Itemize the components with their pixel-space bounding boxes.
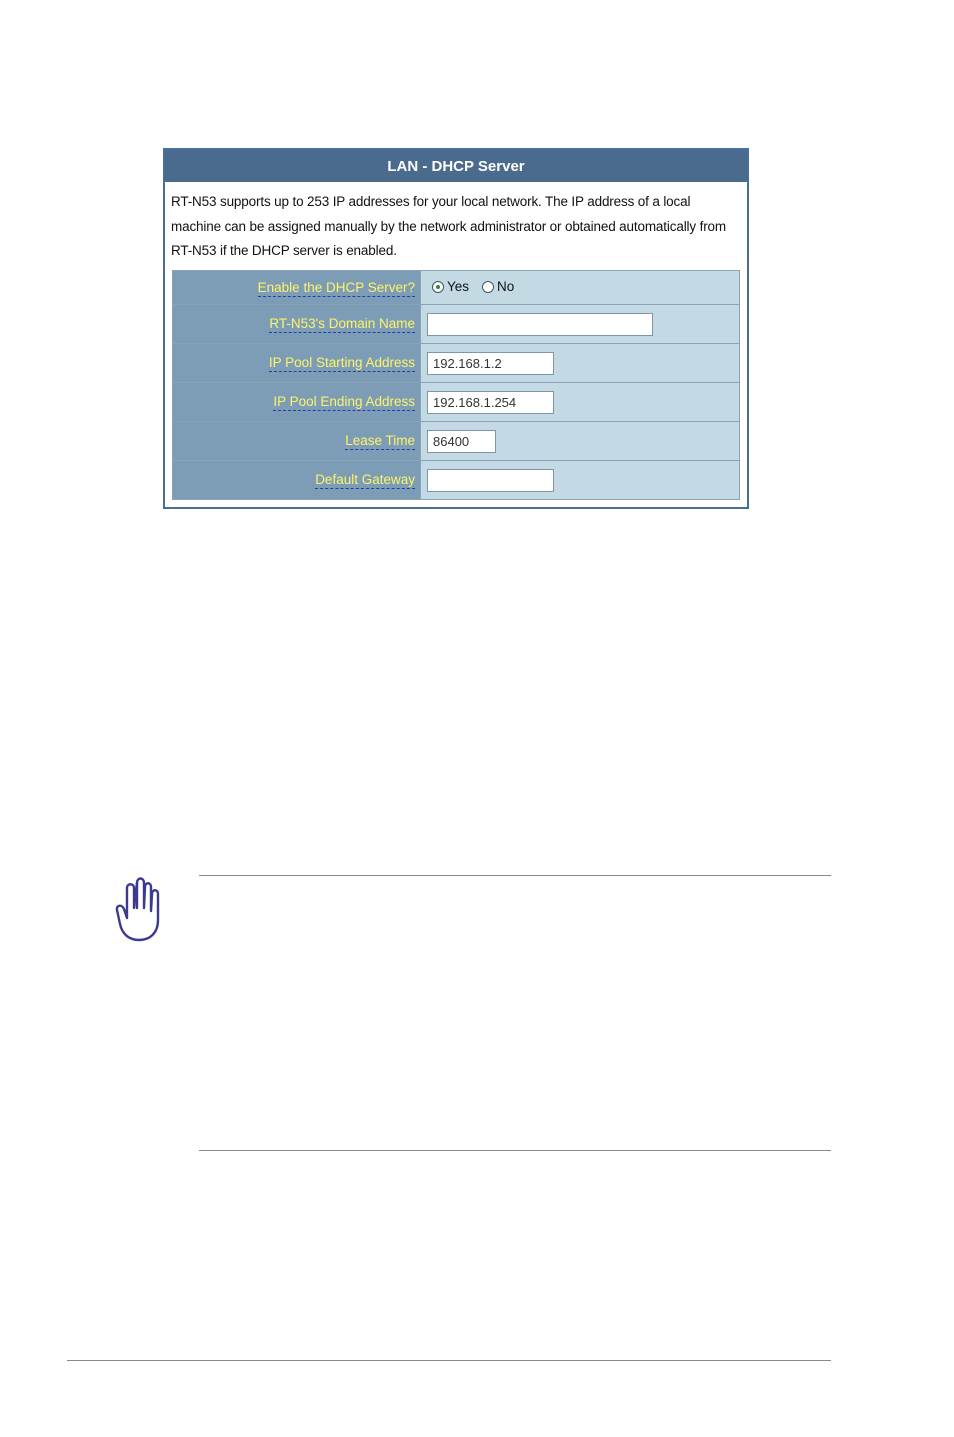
note-top-divider	[199, 875, 831, 876]
lease-time-input[interactable]	[427, 430, 496, 453]
default-gateway-input[interactable]	[427, 469, 554, 492]
domain-name-label[interactable]: RT-N53's Domain Name	[269, 316, 415, 331]
enable-dhcp-no-label[interactable]: No	[497, 279, 515, 295]
enable-dhcp-yes-label[interactable]: Yes	[447, 279, 470, 295]
ip-pool-end-input[interactable]	[427, 391, 554, 414]
form-row-ip-pool-start	[173, 344, 740, 383]
default-gateway-label[interactable]: Default Gateway	[315, 472, 415, 487]
dhcp-server-panel	[163, 148, 749, 509]
panel-description: RT-N53 supports up to 253 IP addresses for your local network. The IP address of a local machine can be assigned manually by the network administrator or obtained automatically from RT-N53 if the DHCP server is enabled.	[171, 194, 726, 258]
lease-time-label[interactable]: Lease Time	[345, 433, 415, 448]
note-bottom-divider	[199, 1150, 831, 1151]
page-footer-divider	[67, 1360, 831, 1361]
hand-stop-icon	[110, 874, 168, 944]
enable-dhcp-no-radio[interactable]	[482, 281, 494, 293]
domain-name-input[interactable]	[427, 313, 653, 336]
form-row-domain-name	[173, 305, 740, 344]
form-row-default-gateway	[173, 461, 740, 500]
ip-pool-end-label[interactable]: IP Pool Ending Address	[273, 394, 415, 409]
enable-dhcp-label[interactable]: Enable the DHCP Server?	[257, 279, 415, 295]
panel-title: LAN - DHCP Server	[165, 150, 747, 183]
ip-pool-start-input[interactable]	[427, 352, 554, 375]
form-row-ip-pool-end	[173, 383, 740, 422]
enable-dhcp-yes-radio[interactable]	[432, 281, 444, 293]
form-row-lease-time	[173, 422, 740, 461]
enable-dhcp-radio-group	[427, 279, 519, 294]
form-row-enable-dhcp	[173, 271, 740, 305]
ip-pool-start-label[interactable]: IP Pool Starting Address	[268, 355, 415, 370]
dhcp-settings-form	[172, 270, 740, 500]
